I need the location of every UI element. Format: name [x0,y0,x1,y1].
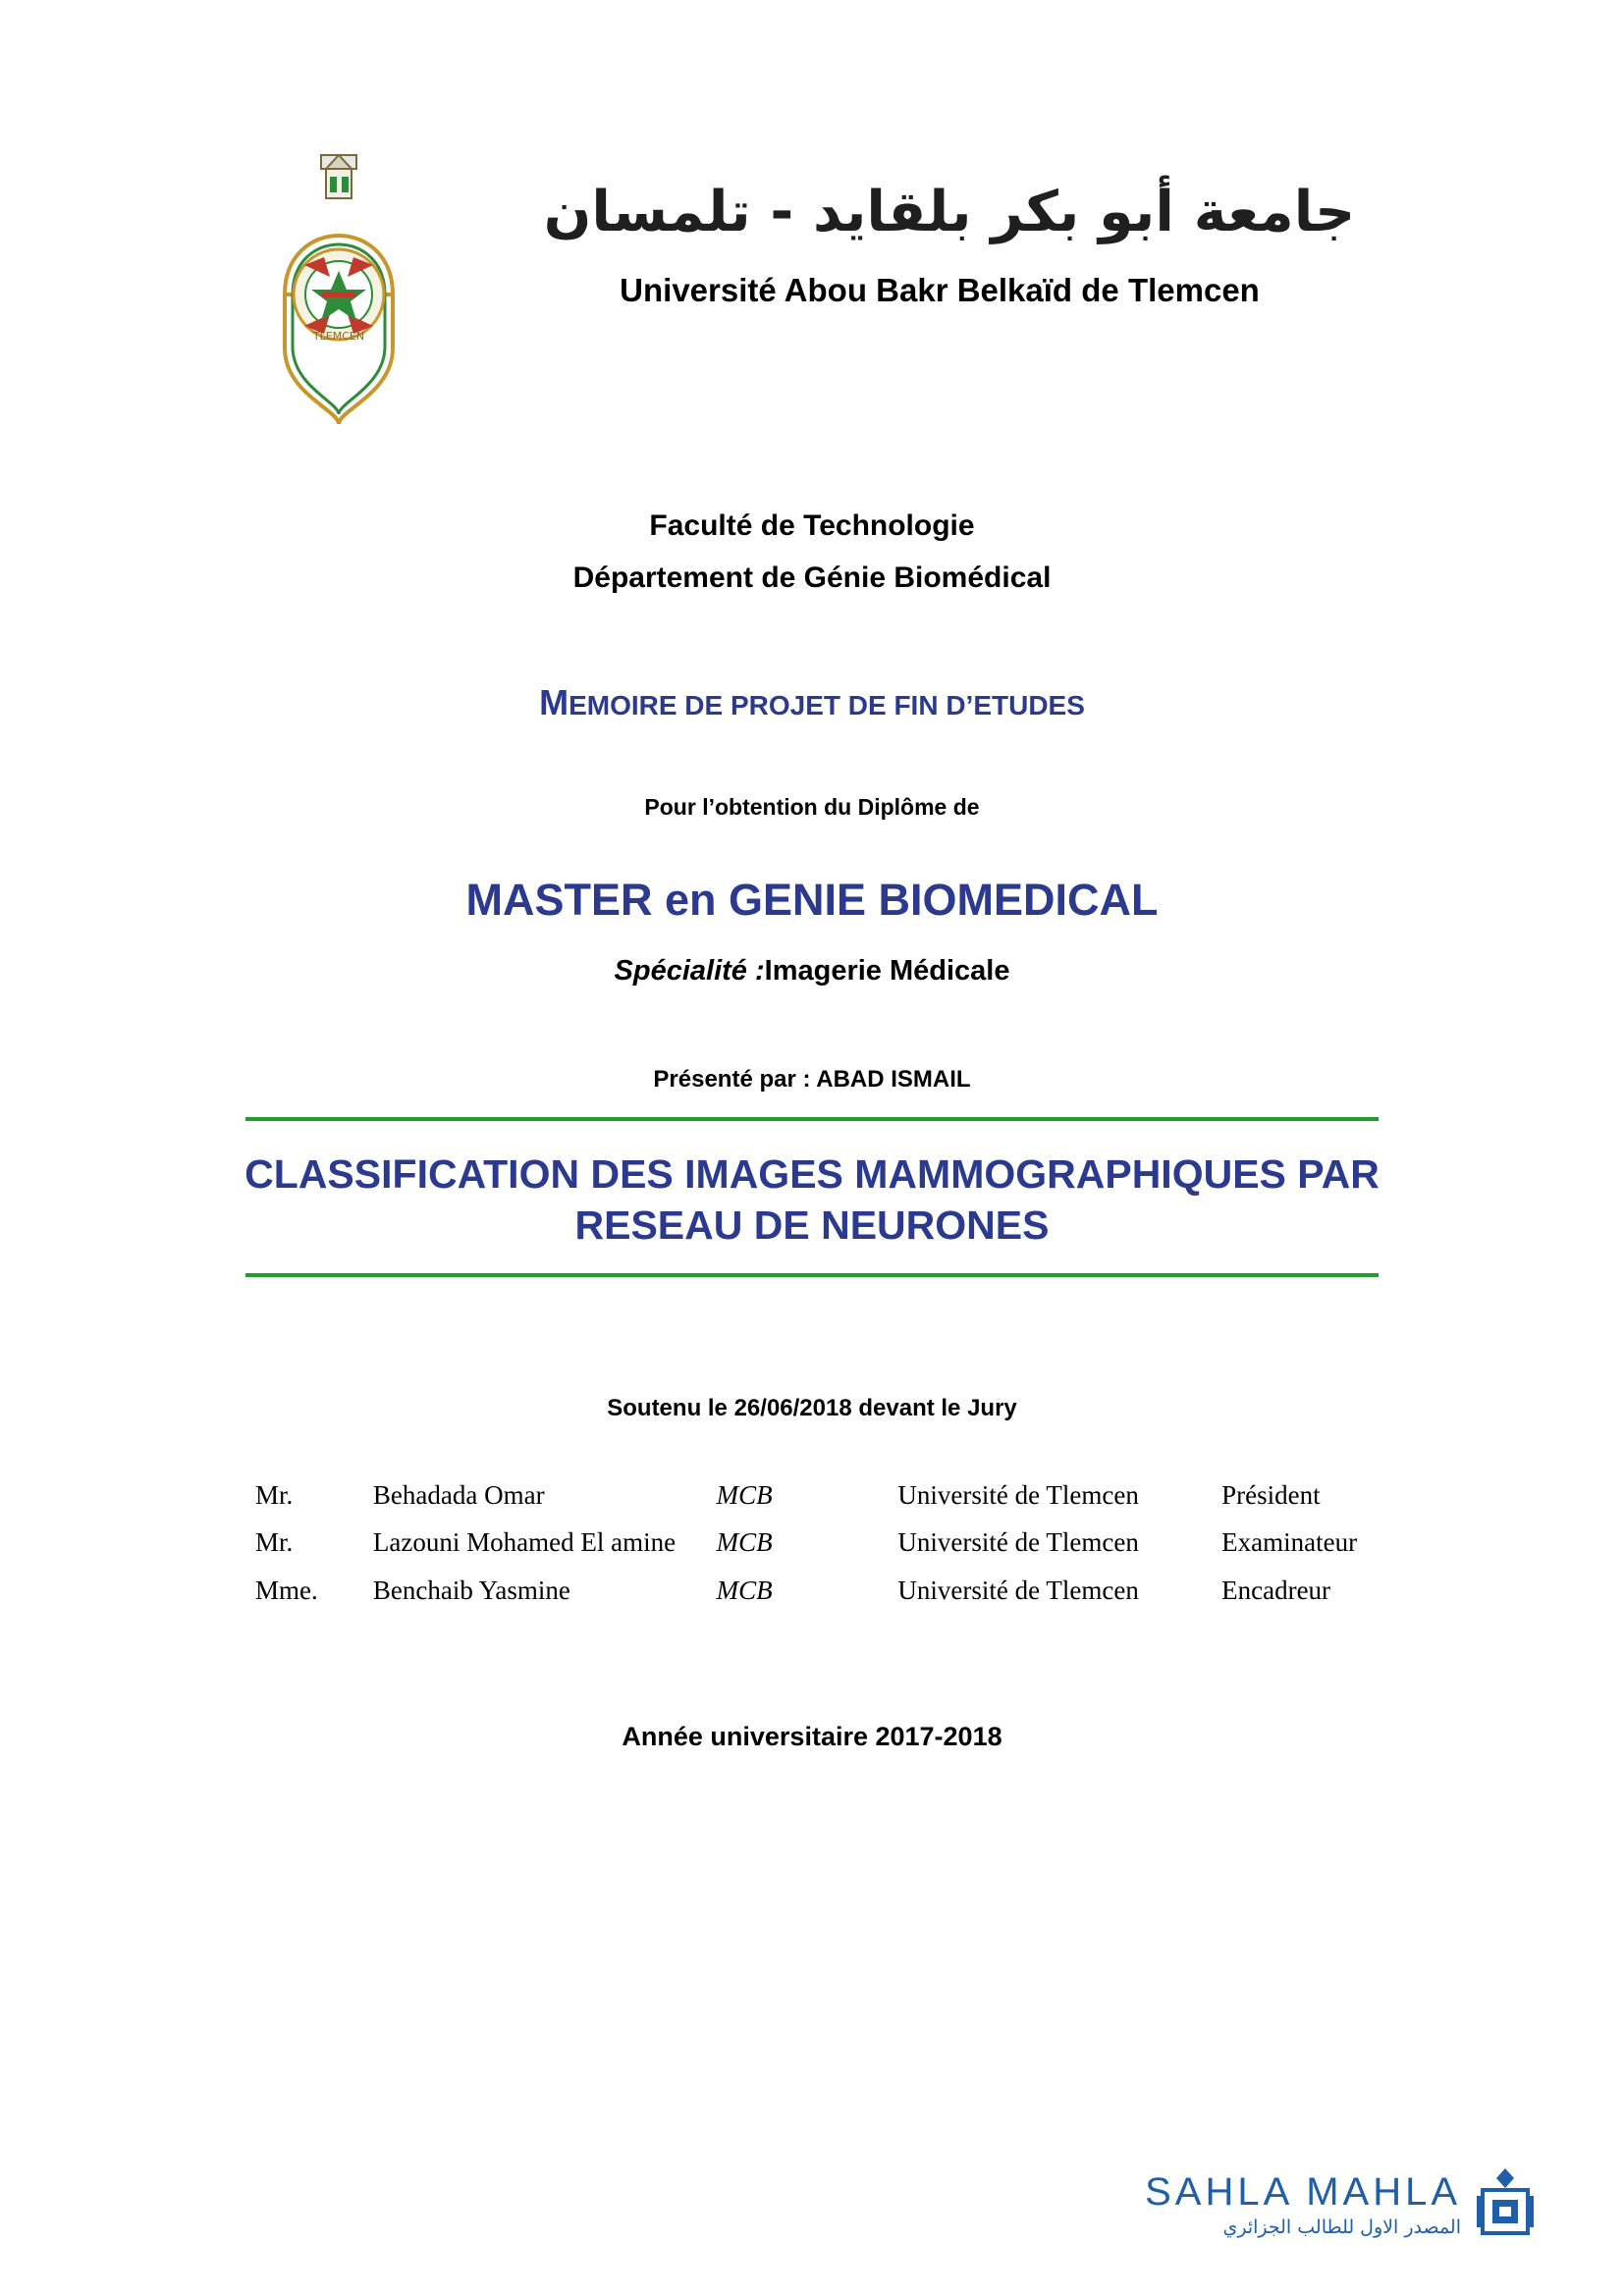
degree-title: MASTER en GENIE BIOMEDICAL [465,875,1159,925]
jury-name: Benchaib Yasmine [372,1575,570,1605]
department-name: Département de Génie Biomédical [572,561,1052,594]
title-rule-bottom [245,1273,1379,1277]
jury-grade: MCB [716,1575,773,1605]
defense-line: Soutenu le 26/06/2018 devant le Jury [607,1394,1017,1421]
arabic-university-title: جامعة أبو بكر بلقايد - تلمسان [543,180,1356,244]
university-name-fr: Université Abou Bakr Belkaïd de Tlemcen [620,271,1260,308]
faculty-block [147,501,1477,604]
watermark [1145,2166,1536,2242]
jury-role: Examinateur [1221,1527,1358,1558]
svg-text:TLEMCEN: TLEMCEN [312,330,365,343]
jury-name: Behadada Omar [372,1479,545,1510]
watermark-text [1145,2170,1461,2238]
specialty-label: Spécialité : [614,955,765,987]
table-row [255,1567,1477,1614]
table-row [255,1519,1477,1566]
jury-grade: MCB [716,1527,773,1558]
jury-civility: Mme. [255,1575,318,1605]
document-header [147,147,1477,432]
jury-civility: Mr. [255,1479,294,1510]
table-row [255,1471,1477,1519]
memoire-heading [147,682,1477,723]
header-text-block [412,147,1477,309]
watermark-subtitle: المصدر الاول للطالب الجزائري [1222,2216,1461,2238]
memoire-drop-cap: M [539,682,569,722]
jury-role: Président [1221,1479,1321,1510]
watermark-title: SAHLA MAHLA [1145,2170,1461,2214]
jury-civility: Mr. [255,1527,294,1558]
jury-university: Université de Tlemcen [897,1527,1139,1558]
academic-year: Année universitaire 2017-2018 [622,1722,1002,1752]
jury-grade: MCB [716,1479,773,1510]
jury-name: Lazouni Mohamed El amine [372,1527,677,1558]
author-line: Présenté par : ABAD ISMAIL [653,1066,971,1093]
jury-table [255,1471,1477,1614]
university-seal-icon [265,147,412,432]
diploma-line: Pour l’obtention du Diplôme de [644,794,980,820]
specialty-line [147,955,1477,988]
jury-role: Encadreur [1221,1575,1331,1605]
specialty-value: Imagerie Médicale [764,955,1010,987]
faculty-name: Faculté de Technologie [649,509,975,542]
jury-university: Université de Tlemcen [897,1479,1139,1510]
thesis-title: CLASSIFICATION DES IMAGES MAMMOGRAPHIQUES PAR RESEAU DE NEURONES [244,1151,1380,1249]
memoire-heading-text: EMOIRE DE PROJET DE FIN D’ETUDES [568,690,1085,721]
watermark-logo-icon [1475,2166,1536,2242]
jury-university: Université de Tlemcen [897,1575,1139,1605]
